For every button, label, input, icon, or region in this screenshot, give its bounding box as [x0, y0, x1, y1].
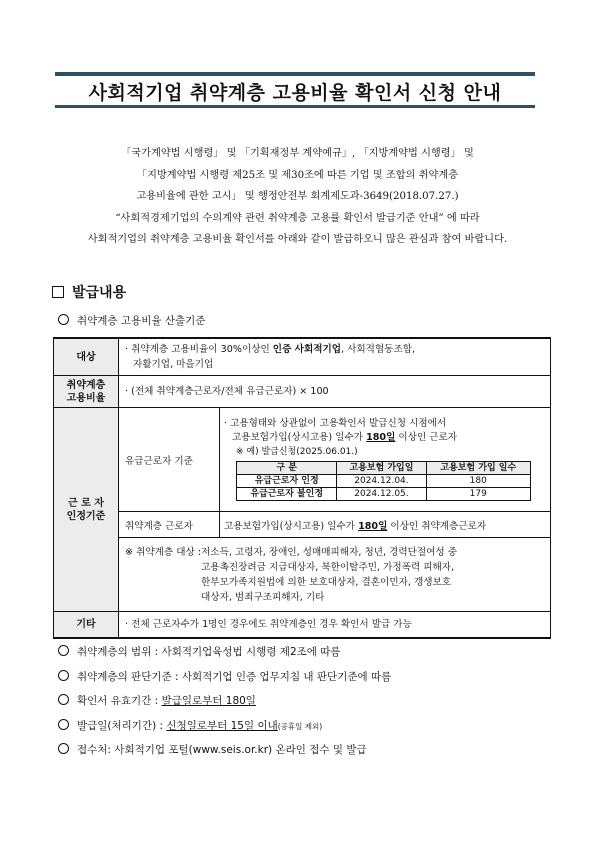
vulnerable-scope-cell — [119, 538, 551, 612]
title-top-rule — [55, 72, 535, 76]
table-row — [54, 408, 551, 512]
circle-bullet-icon — [58, 645, 69, 656]
section-heading — [52, 282, 126, 302]
example-row: 유급근로자 불인정 2024.12.05. 179 — [237, 487, 531, 500]
example-table — [236, 461, 531, 501]
vulnerable-worker-label: 취약계층 근로자 — [119, 512, 220, 538]
list-item: 발급일(처리기간) : 신청일로부터 15일 이내(공휴일 제외) — [58, 717, 391, 742]
worker-criteria-label: 근 로 자 인정기준 — [54, 408, 119, 612]
checkbox-square-icon — [52, 286, 64, 298]
ratio-cell: · (전체 취약계층근로자/전체 유급근로자) × 100 — [119, 376, 551, 408]
intro-line: 고용비율에 관한 고시」 및 행정안전부 회계제도과-3649(2018.07.27.) — [136, 191, 459, 202]
vulnerable-worker-cell: 고용보험가입(상시고용) 일수가 180일 이상인 취약계층근로자 — [220, 512, 551, 538]
intro-line: 「국가계약법 시행령」 및 「기획재정부 계약예규」, 「지방계약법 시행령」 및 — [121, 148, 474, 159]
table-row — [54, 512, 551, 538]
table-row — [54, 538, 551, 612]
table-row — [54, 376, 551, 408]
table-row — [54, 612, 551, 638]
page-title: 사회적기업 취약계층 고용비율 확인서 신청 안내 — [88, 82, 502, 104]
section-heading-text: 발급내용 — [72, 285, 127, 301]
paid-worker-label: 유급근로자 기준 — [119, 408, 220, 512]
circle-bullet-icon — [58, 694, 69, 705]
subsection-heading-text: 취약계층 고용비율 산출기준 — [77, 315, 206, 327]
subsection-heading — [58, 313, 205, 328]
circle-bullet-icon — [58, 670, 69, 681]
criteria-table — [53, 337, 551, 639]
intro-paragraph — [40, 143, 555, 251]
example-header-row: 구 분 고용보험 가입일 고용보험 가입 일수 — [237, 461, 531, 474]
list-item: 취약계층의 범위 : 사회적기업육성법 시행령 제2조에 따름 — [58, 643, 391, 668]
target-label: 대상 — [54, 338, 119, 376]
etc-label: 기타 — [54, 612, 119, 638]
circle-bullet-icon — [58, 314, 69, 325]
circle-bullet-icon — [58, 719, 69, 730]
circle-bullet-icon — [58, 743, 69, 754]
ratio-label: 취약계층 고용비율 — [54, 376, 119, 408]
intro-line: 사회적기업의 취약계층 고용비율 확인서를 아래와 같이 발급하오니 많은 관심과 참여 바랍니다. — [87, 234, 508, 245]
intro-line: 「지방계약법 시행령 제25조 및 제30조에 따른 기업 및 조합의 취약계층 — [136, 169, 459, 181]
list-item: 확인서 유효기간 : 발급일로부터 180일 — [58, 692, 391, 717]
intro-line: “사회적경제기업의 수의계약 관련 취약계층 고용률 확인서 발급기준 안내” 에 따라 — [115, 212, 480, 224]
target-cell: · 취약계층 고용비율이 30%이상인 인증 사회적기업, 사회적협동조합, 자활기업, 마을기업 — [119, 338, 551, 376]
list-item: 접수처: 사회적기업 포털(www.seis.or.kr) 온라인 접수 및 발급 — [58, 741, 391, 766]
title-bottom-rule — [55, 105, 535, 108]
title-block — [55, 72, 535, 108]
table-row — [54, 338, 551, 376]
list-item: 취약계층의 판단기준 : 사회적기업 인증 업무지침 내 판단기준에 따름 — [58, 668, 391, 693]
paid-worker-cell: · 고용형태와 상관없이 고용확인서 발급신청 시점에서 고용보험가입(상시고용) 일수가 180일 이상인 근로자 ※ 예) 발급신청(2025.06.01.) 구 분 고용보험 가입일 고용보험 가입 일수 유급근로자 인정 2024.12.04. 180 유급근로자 불인정 2024.12.05. 179 — [220, 408, 551, 512]
info-list — [58, 643, 391, 766]
etc-cell: · 전체 근로자수가 1명인 경우에도 취약계층인 경우 확인서 발급 가능 — [119, 612, 551, 638]
example-row: 유급근로자 인정 2024.12.04. 180 — [237, 474, 531, 487]
scope-note: ※ 취약계층 대상 : 저소득, 고령자, 장애인, 성매매피해자, 청년, 경력단절여성 중 고용촉진장려금 지급대상자, 북한이탈주민, 가정폭력 피해자, 한부모가족지원법에 의한 보호대상자, 결혼이민자, 갱생보호 대상자, 범죄구조피해자, 기타 — [125, 546, 457, 603]
